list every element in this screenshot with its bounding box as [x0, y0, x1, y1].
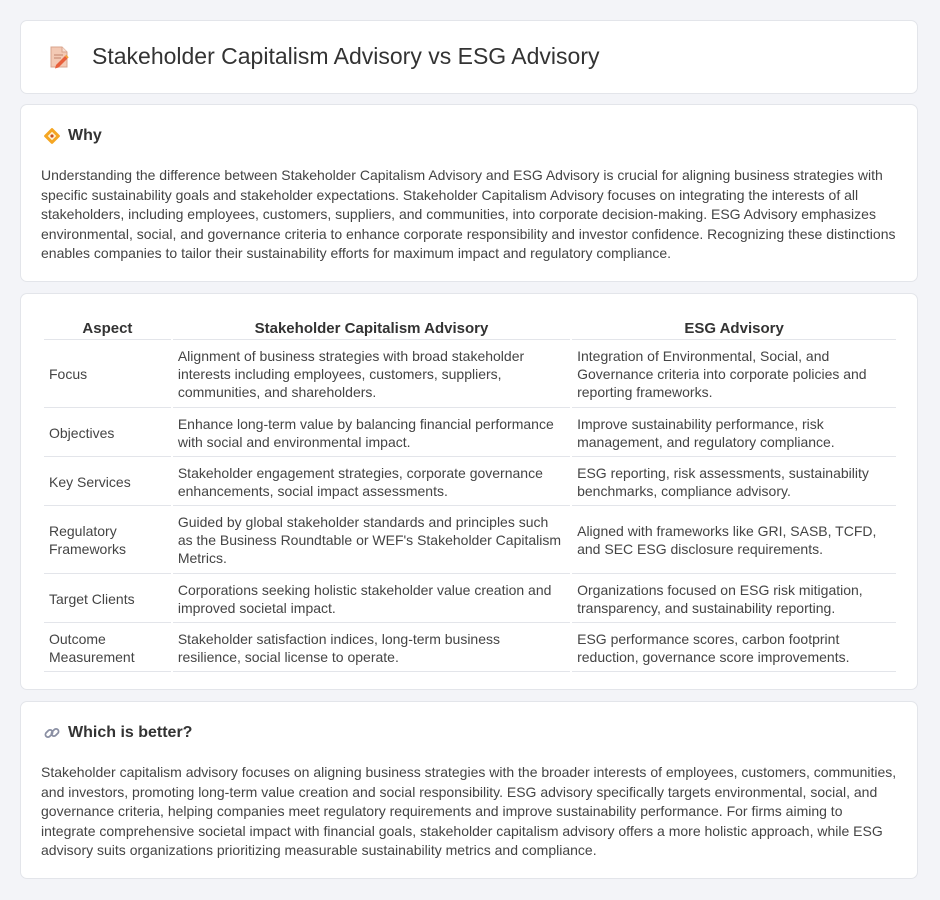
why-heading — [43, 127, 102, 145]
row-esg: Improve sustainability performance, risk management, and regulatory compliance. — [572, 410, 896, 457]
table-row — [44, 576, 896, 623]
better-card — [20, 701, 918, 879]
table-row — [44, 410, 896, 457]
row-esg: Integration of Environmental, Social, and Governance criteria into corporate policies and reporting frameworks. — [572, 342, 896, 408]
header-aspect: Aspect — [44, 317, 171, 340]
row-esg: ESG performance scores, carbon footprint reduction, governance score improvements. — [572, 625, 896, 672]
header-stakeholder: Stakeholder Capitalism Advisory — [173, 317, 570, 340]
row-aspect: Regulatory Frameworks — [44, 508, 171, 574]
table-row — [44, 508, 896, 574]
why-title: Why — [68, 127, 102, 144]
better-heading — [43, 724, 192, 742]
header-esg: ESG Advisory — [572, 317, 896, 340]
better-text: Stakeholder capitalism advisory focuses on aligning business strategies with the broader interests of employees, customers, communities, and investors, promoting long-term value creation and social responsibility. ESG advisory specifically targets environmental, social, and governance criteria, helping companies meet regulatory requirements and improve sustainability performance. For firms aiming to integrate comprehensive societal impact with financial goals, stakeholder capitalism advisory offers a more holistic approach, while ESG advisory suits organizations prioritizing measurable sustainability metrics and compliance. — [41, 764, 897, 859]
row-aspect: Focus — [44, 342, 171, 408]
row-stakeholder: Corporations seeking holistic stakeholder value creation and improved societal impact. — [173, 576, 570, 623]
table-row — [44, 625, 896, 672]
table-row — [44, 342, 896, 408]
row-aspect: Objectives — [44, 410, 171, 457]
row-aspect: Target Clients — [44, 576, 171, 623]
header-card — [20, 20, 918, 94]
row-stakeholder: Stakeholder satisfaction indices, long-term business resilience, social license to operate. — [173, 625, 570, 672]
page-title: Stakeholder Capitalism Advisory vs ESG Advisory — [92, 43, 600, 69]
comparison-table — [42, 315, 898, 674]
link-icon — [43, 724, 61, 742]
row-esg: Aligned with frameworks like GRI, SASB, TCFD, and SEC ESG disclosure requirements. — [572, 508, 896, 574]
why-text: Understanding the difference between Stakeholder Capitalism Advisory and ESG Advisory is crucial for aligning business strategies with specific sustainability goals and stakeholder expectations. Stakeholder Capitalism Advisory focuses on integrating the interests of all stakeholders, including employees, customers, suppliers, and communities, into corporate decision-making. ESG Advisory emphasizes environmental, social, and governance criteria to enhance corporate responsibility and investor confidence. Recognizing these distinctions enables companies to tailor their sustainability efforts for maximum impact and regulatory compliance. — [41, 167, 896, 262]
better-title: Which is better? — [68, 724, 193, 741]
row-esg: ESG reporting, risk assessments, sustainability benchmarks, compliance advisory. — [572, 459, 896, 506]
table-row — [44, 459, 896, 506]
table-header-row — [44, 317, 896, 340]
row-stakeholder: Enhance long-term value by balancing financial performance with social and environmental impact. — [173, 410, 570, 457]
title-row — [46, 43, 599, 70]
document-pen-icon — [46, 44, 72, 70]
row-stakeholder: Stakeholder engagement strategies, corporate governance enhancements, social impact assessments. — [173, 459, 570, 506]
why-card — [20, 104, 918, 282]
comparison-card — [20, 293, 918, 690]
row-stakeholder: Guided by global stakeholder standards and principles such as the Business Roundtable or WEF's Stakeholder Capitalism Metrics. — [173, 508, 570, 574]
row-stakeholder: Alignment of business strategies with broad stakeholder interests including employees, customers, suppliers, communities, and shareholders. — [173, 342, 570, 408]
row-esg: Organizations focused on ESG risk mitigation, transparency, and sustainability reporting. — [572, 576, 896, 623]
row-aspect: Outcome Measurement — [44, 625, 171, 672]
row-aspect: Key Services — [44, 459, 171, 506]
diamond-sign-icon — [43, 127, 61, 145]
